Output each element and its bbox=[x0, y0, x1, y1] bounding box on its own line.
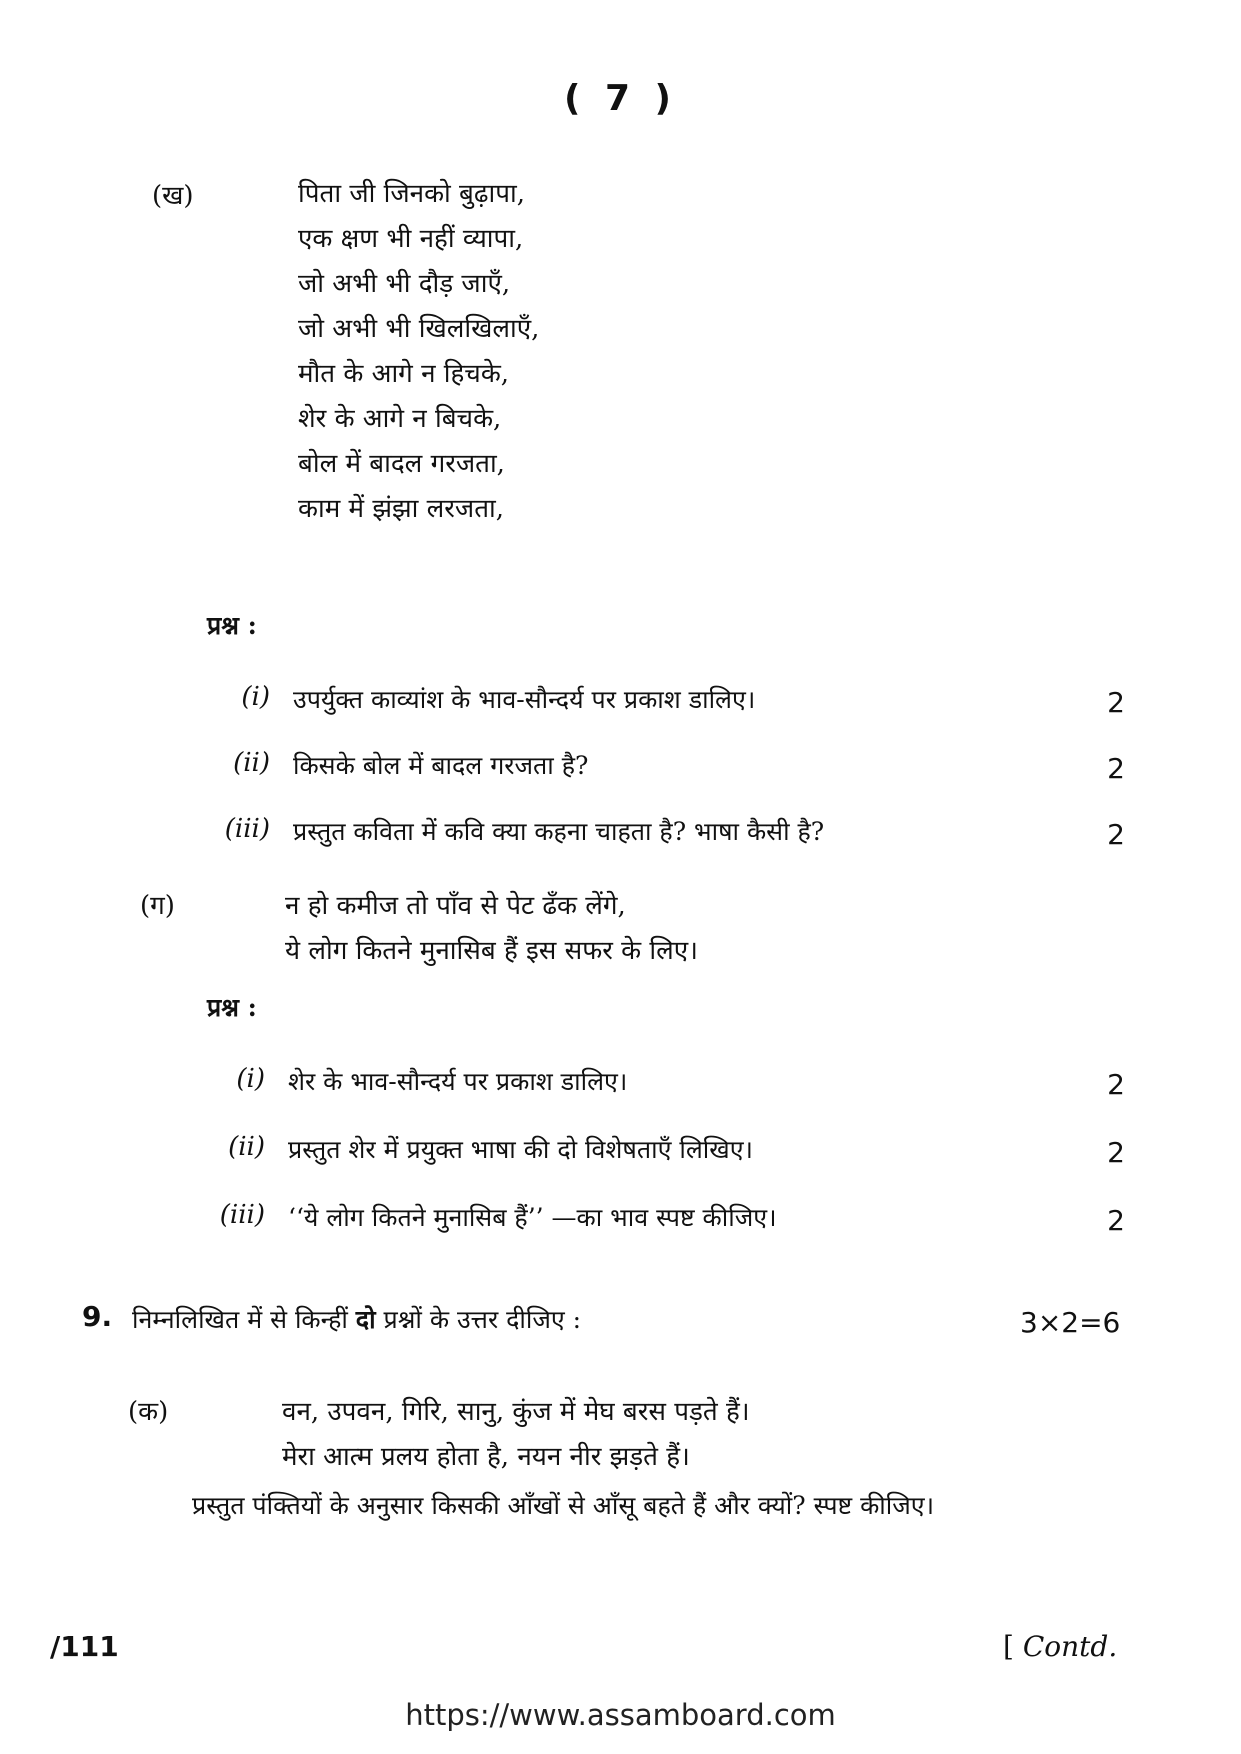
verse-line: वन, उपवन, गिरि, सानु, कुंज में मेघ बरस पड़ते हैं। bbox=[282, 1397, 750, 1427]
question-marks: 2 bbox=[1107, 818, 1125, 851]
verse-line: ये लोग कितने मुनासिब हैं इस सफर के लिए। bbox=[285, 936, 698, 966]
question-marks: 2 bbox=[1107, 752, 1125, 785]
contd-text: Contd. bbox=[1022, 1630, 1118, 1663]
question-text: ‘‘ये लोग कितने मुनासिब हैं’’ —का भाव स्पष्ट कीजिए। bbox=[288, 1203, 777, 1232]
part-ka-label: (क) bbox=[128, 1397, 169, 1427]
continued-marker bbox=[1003, 1630, 1117, 1663]
question-text: उपर्युक्त काव्यांश के भाव-सौन्दर्य पर प्रकाश डालिए। bbox=[293, 685, 756, 714]
question-marks: 2 bbox=[1107, 1068, 1125, 1101]
question-9-instruction bbox=[132, 1302, 581, 1336]
question-9-marks: 3×2=6 bbox=[1020, 1306, 1121, 1339]
instruction-emphasis: दो bbox=[355, 1305, 376, 1334]
verse-line: जो अभी भी दौड़ जाएँ, bbox=[298, 269, 511, 299]
section-kha-verse bbox=[298, 172, 539, 532]
watermark-url: https://www.assamboard.com bbox=[405, 1698, 836, 1732]
question-number: (ii) bbox=[233, 748, 270, 778]
question-number: (ii) bbox=[228, 1132, 265, 1162]
question-marks: 2 bbox=[1107, 686, 1125, 719]
question-number: (iii) bbox=[224, 814, 270, 844]
verse-line: काम में झंझा लरजता, bbox=[298, 494, 505, 524]
question-text: किसके बोल में बादल गरजता है? bbox=[293, 751, 589, 780]
section-kha-label: (ख) bbox=[152, 181, 194, 211]
section-ga-verse bbox=[285, 884, 698, 974]
verse-line: मौत के आगे न हिचके, bbox=[298, 359, 510, 389]
question-9-number: 9. bbox=[82, 1300, 113, 1333]
verse-line: जो अभी भी खिलखिलाएँ, bbox=[298, 314, 540, 344]
verse-line: बोल में बादल गरजता, bbox=[298, 449, 505, 479]
question-marks: 2 bbox=[1107, 1136, 1125, 1169]
contd-bracket: [ bbox=[1003, 1630, 1023, 1663]
section-kha-prashn-heading: प्रश्न : bbox=[207, 611, 257, 640]
instruction-text: प्रश्नों के उत्तर दीजिए : bbox=[375, 1305, 582, 1334]
question-number: (i) bbox=[236, 1064, 265, 1094]
verse-line: एक क्षण भी नहीं व्यापा, bbox=[298, 224, 524, 254]
verse-line: पिता जी जिनको बुढ़ापा, bbox=[298, 179, 526, 209]
question-number: (iii) bbox=[219, 1200, 265, 1230]
part-ka-verse bbox=[282, 1390, 750, 1480]
verse-line: मेरा आत्म प्रलय होता है, नयन नीर झड़ते हैं। bbox=[282, 1442, 690, 1472]
question-text: प्रस्तुत शेर में प्रयुक्त भाषा की दो विशेषताएँ लिखिए। bbox=[288, 1135, 754, 1164]
instruction-text: निम्नलिखित में से किन्हीं bbox=[132, 1305, 356, 1334]
section-ga-label: (ग) bbox=[140, 891, 175, 921]
verse-line: न हो कमीज तो पाँव से पेट ढँक लेंगे, bbox=[285, 891, 626, 921]
question-text: प्रस्तुत कविता में कवि क्या कहना चाहता है? भाषा कैसी है? bbox=[293, 817, 825, 846]
question-text: शेर के भाव-सौन्दर्य पर प्रकाश डालिए। bbox=[288, 1067, 628, 1096]
verse-line: शेर के आगे न बिचके, bbox=[298, 404, 502, 434]
question-number: (i) bbox=[241, 682, 270, 712]
question-marks: 2 bbox=[1107, 1204, 1125, 1237]
page-number: ( 7 ) bbox=[563, 78, 678, 119]
paper-code: /111 bbox=[50, 1630, 119, 1663]
part-ka-question: प्रस्तुत पंक्तियों के अनुसार किसकी आँखों से आँसू बहते हैं और क्यों? स्पष्ट कीजिए। bbox=[192, 1491, 935, 1520]
section-ga-prashn-heading: प्रश्न : bbox=[207, 993, 257, 1022]
